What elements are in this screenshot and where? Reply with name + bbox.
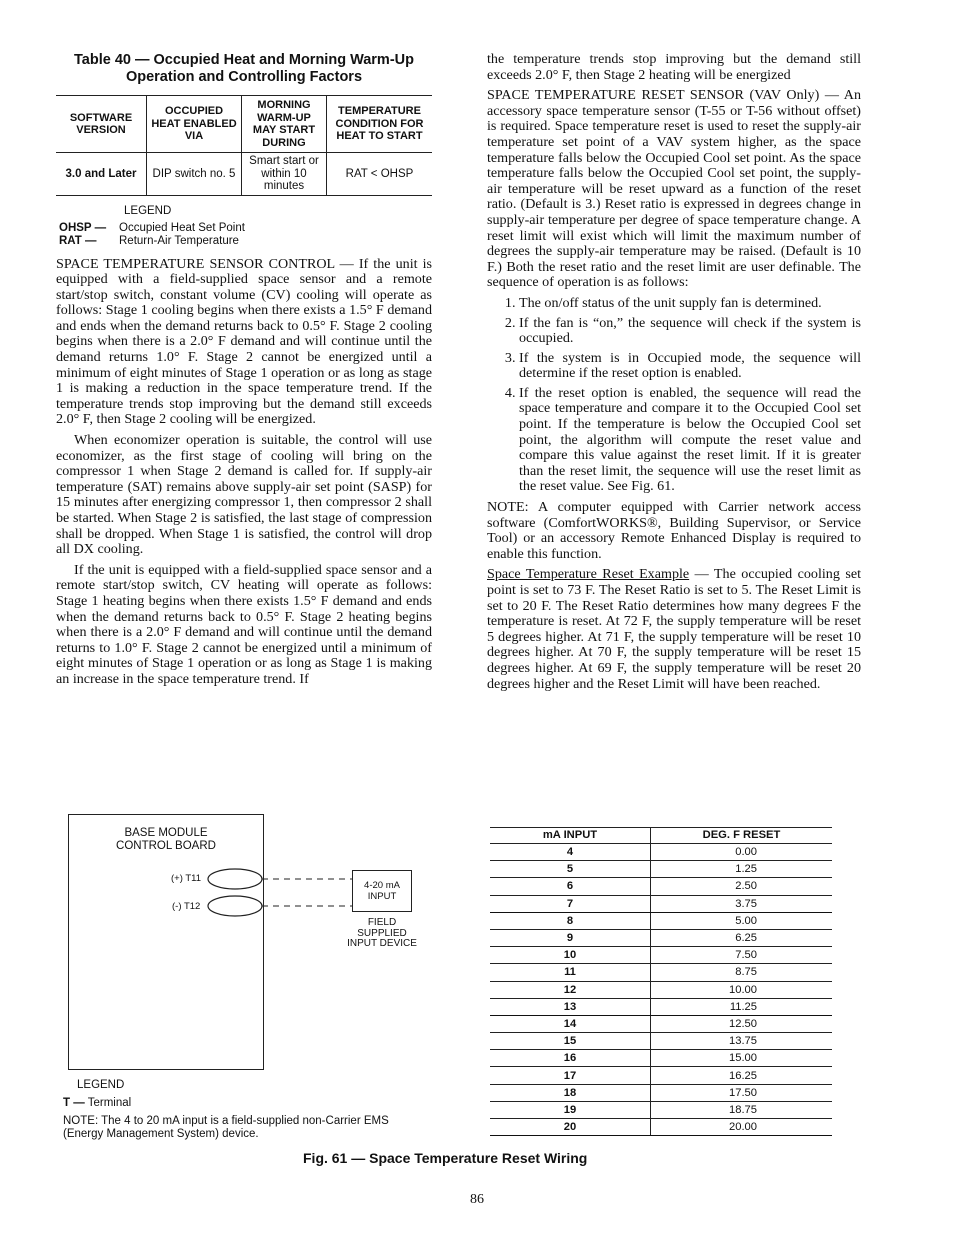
page-number: 86 — [470, 1192, 484, 1207]
cell-deg-reset: 2.50 — [651, 878, 833, 895]
cell-ma-input: 18 — [490, 1084, 651, 1101]
legend-desc: Return-Air Temperature — [119, 234, 239, 247]
cell-ma-input: 9 — [490, 929, 651, 946]
table-row — [490, 1084, 832, 1101]
wiring-diagram — [56, 812, 356, 932]
table-row — [490, 895, 832, 912]
figure-legend-item — [63, 1097, 131, 1110]
terminal-t11-icon — [208, 869, 262, 889]
figure-caption: Fig. 61 — Space Temperature Reset Wiring — [303, 1150, 588, 1166]
cell-ma-input: 15 — [490, 1033, 651, 1050]
cell-ma-input: 5 — [490, 861, 651, 878]
figure-61 — [56, 812, 856, 1172]
table-row — [490, 861, 832, 878]
legend-key: OHSP — — [59, 221, 107, 234]
cell-ma-input: 11 — [490, 964, 651, 981]
cell-deg-reset: 1.25 — [651, 861, 833, 878]
legend-key: RAT — — [59, 234, 97, 247]
legend-item — [56, 222, 432, 235]
cell-deg-reset: 12.50 — [651, 1015, 833, 1032]
cell-ma-input: 16 — [490, 1050, 651, 1067]
table-row — [490, 998, 832, 1015]
legend-desc: Occupied Heat Set Point — [119, 221, 245, 234]
paragraph-reset-sensor: SPACE TEMPERATURE RESET SENSOR (VAV Only) — An accessory space temperature sensor (T-55 or T-56 without offset) is required. Space temperature reset is used to reset the supply-air temperature set point of a VAV system higher, as the space temperature falls below the Occupied Cool set point. As the space temperature falls below the Occupied Cool set point, the supply-air temperature will be reset upward as a function of the reset ratio. (Default is 3.) Reset ratio is expressed in degrees change in supply-air temperature per degree of space temperature change. A reset limit will exist which will limit the maximum number of degrees the supply-air temperature may be raised. (Default is 10 F.) Both the reset ratio and the reset limit are user definable. The sequence of operation is as follows: — [487, 87, 861, 291]
board-label-line1: BASE MODULE — [124, 827, 208, 839]
paragraph-economizer: When economizer operation is suitable, the control will use economizer, as the first stage of cooling will bring on the compressor 1 when Stage 2 demand is called for. If supply-air temperature (SAT) remains above supply-air set point (SASP) for 15 minutes after energizing compressor 1, then compressor 2 shall be started. When Stage 2 is satisfied, the last stage of compression shall be dropped. When Stage 1 is satisfied, the control will drop all DX cooling. — [56, 432, 432, 558]
cell-ma-input: 4 — [490, 844, 651, 861]
table-row — [490, 1119, 832, 1136]
table-row — [490, 981, 832, 998]
table-row — [490, 878, 832, 895]
device-label-line3: INPUT DEVICE — [347, 938, 417, 949]
legend-abbrev: RAT — [59, 234, 82, 247]
header-deg-reset: DEG. F RESET — [651, 828, 833, 844]
list-item: 1. The on/off status of the unit supply fan is determined. — [519, 296, 861, 312]
header-morning-warmup: MORNING WARM-UP MAY START DURING — [242, 96, 327, 153]
figure-note-line2: (Energy Management System) device. — [63, 1128, 259, 1140]
cell-deg-reset: 18.75 — [651, 1101, 833, 1118]
figure-legend-desc: Terminal — [84, 1097, 132, 1109]
cell-condition: RAT < OHSP — [327, 153, 433, 196]
cell-deg-reset: 3.75 — [651, 895, 833, 912]
input-device-box — [352, 870, 412, 912]
table-row — [490, 844, 832, 861]
example-text: — The occupied cooling set point is set to 73 F. The Reset Ratio is set to 5. The Reset Limit is set to 20 F. The Reset Ratio determines how many degrees F the temperature is reset. At 72 F, the supply temperature will be reset 5 degrees higher. At 71 F, the supply temperature will be reset 10 degrees higher. At 70 F, the supply temperature will be reset 15 degrees higher. At 69 F, the supply temperature will be reset 20 degrees higher and the Reset Limit will have been reached. — [487, 566, 861, 692]
figure-note — [63, 1115, 389, 1141]
cell-ma-input: 17 — [490, 1067, 651, 1084]
table-row — [490, 1050, 832, 1067]
list-item: 2. If the fan is “on,” the sequence will check if the system is occupied. — [519, 316, 861, 347]
device-box-line1: 4-20 mA — [364, 880, 400, 891]
cell-warmup: Smart start or within 10 minutes — [242, 153, 327, 196]
cell-ma-input: 10 — [490, 947, 651, 964]
input-device-label — [332, 918, 432, 950]
legend-item — [56, 235, 432, 248]
ma-table-header-row — [490, 828, 832, 844]
cell-deg-reset: 15.00 — [651, 1050, 833, 1067]
legend-abbrev: OHSP — [59, 221, 92, 234]
cell-ma-input: 20 — [490, 1119, 651, 1136]
table-row — [490, 964, 832, 981]
terminal-t12-icon — [208, 896, 262, 916]
cell-deg-reset: 11.25 — [651, 998, 833, 1015]
terminal-t11-label: (+) T11 — [171, 873, 202, 884]
cell-deg-reset: 20.00 — [651, 1119, 833, 1136]
cell-ma-input: 12 — [490, 981, 651, 998]
sequence-list — [487, 296, 861, 495]
paragraph-continuation: the temperature trends stop improving but the demand still exceeds 2.0° F, then Stage 2 heating will be energized — [487, 51, 861, 83]
cell-ma-input: 8 — [490, 912, 651, 929]
table-40-row — [56, 153, 432, 196]
header-temperature-condition: TEMPERATURE CONDITION FOR HEAT TO START — [327, 96, 433, 153]
paragraph-sensor-control: SPACE TEMPERATURE SENSOR CONTROL — If the unit is equipped with a field-supplied space sensor and a remote start/stop switch, constant volume (CV) cooling will operate as follows: Stage 1 cooling begins when there exists a 1.5° F demand and ends when the demand returns back to 0.5° F. Stage 2 cooling begins when there is a 2.0° F demand and will continue until the demand returns 1.0° F. Stage 2 cannot be energized until a minimum of eight minutes of Stage 1 operation or as long as stage 1 is making a reduction in the space temperature trend. If the temperature trends stop improving but the demand still exceeds 2.0° F, then Stage 2 cooling will be energized. — [56, 255, 432, 428]
table-40-title-line1: Table 40 — Occupied Heat and Morning Warm-Up — [74, 52, 414, 68]
header-software-version: SOFTWARE VERSION — [56, 96, 147, 153]
cell-deg-reset: 17.50 — [651, 1084, 833, 1101]
cell-deg-reset: 0.00 — [651, 844, 833, 861]
example-heading: Space Temperature Reset Example — [487, 566, 690, 583]
list-item: 3. If the system is in Occupied mode, the sequence will determine if the reset option is enabled. — [519, 351, 861, 382]
table-row — [490, 1101, 832, 1118]
terminal-t12-label: (-) T12 — [172, 901, 201, 912]
table-40-legend — [56, 205, 432, 248]
device-label-line2: SUPPLIED — [357, 927, 407, 939]
right-column — [487, 52, 861, 697]
figure-note-line1: NOTE: The 4 to 20 mA input is a field-supplied non-Carrier EMS — [63, 1115, 389, 1127]
cell-ma-input: 6 — [490, 878, 651, 895]
cell-deg-reset: 16.25 — [651, 1067, 833, 1084]
cell-ma-input: 13 — [490, 998, 651, 1015]
paragraph-example — [487, 567, 861, 692]
cell-deg-reset: 7.50 — [651, 947, 833, 964]
cell-enabled-via: DIP switch no. 5 — [147, 153, 242, 196]
device-box-line2: INPUT — [367, 891, 397, 902]
table-40 — [56, 95, 432, 196]
ma-table-body — [490, 844, 832, 1136]
paragraph-note: NOTE: A computer equipped with Carrier network access software (ComfortWORKS®, Building Supervisor, or Service Tool) or an accessory Remote Enhanced Display is required to enable this function. — [487, 499, 861, 562]
table-row — [490, 1033, 832, 1050]
table-row — [490, 1015, 832, 1032]
cell-ma-input: 7 — [490, 895, 651, 912]
table-row — [490, 947, 832, 964]
table-40-title-line2: Operation and Controlling Factors — [125, 69, 363, 85]
header-occupied-heat: OCCUPIED HEAT ENABLED VIA — [147, 96, 242, 153]
paragraph-cv-heating: If the unit is equipped with a field-supplied space sensor and a remote start/stop switch, CV heating will operate as follows: Stage 1 heating begins when there exists 1.5° F demand and ends when the demand returns back to 0.5° F. Stage 2 heating begins when there is a 2.0° F demand and will continue until the demand returns to 1.0° F. Stage 2 cannot be energized until a minimum of eight minutes of Stage 1 operation or as long as Stage 1 is making an increase in the space temperature trend. If — [56, 561, 432, 687]
table-40-title — [56, 52, 432, 86]
table-row — [490, 929, 832, 946]
cell-deg-reset: 8.75 — [651, 964, 833, 981]
cell-version: 3.0 and Later — [56, 153, 147, 196]
header-ma-input: mA INPUT — [490, 828, 651, 844]
device-label-line1: FIELD — [367, 917, 397, 928]
cell-ma-input: 14 — [490, 1015, 651, 1032]
figure-legend-title: LEGEND — [77, 1079, 125, 1091]
figure-legend-key: T — — [63, 1097, 85, 1109]
cell-deg-reset: 10.00 — [651, 981, 833, 998]
ma-reset-table — [490, 827, 832, 1136]
board-label-line2: CONTROL BOARD — [116, 840, 216, 852]
table-40-header-row — [56, 96, 432, 153]
table-row — [490, 1067, 832, 1084]
cell-deg-reset: 5.00 — [651, 912, 833, 929]
left-column — [56, 52, 432, 693]
table-row — [490, 912, 832, 929]
cell-ma-input: 19 — [490, 1101, 651, 1118]
list-item: 4. If the reset option is enabled, the sequence will read the space temperature and compare it to the Occupied Cool set point. If the temperature is below the Occupied Cool set point, the algorithm will compute the reset value and compare this value against the reset limit. If it is greater than the reset limit, the sequence will use the reset limit as the reset value. See Fig. 61. — [519, 386, 861, 495]
legend-title: LEGEND — [124, 204, 172, 217]
cell-deg-reset: 6.25 — [651, 929, 833, 946]
cell-deg-reset: 13.75 — [651, 1033, 833, 1050]
